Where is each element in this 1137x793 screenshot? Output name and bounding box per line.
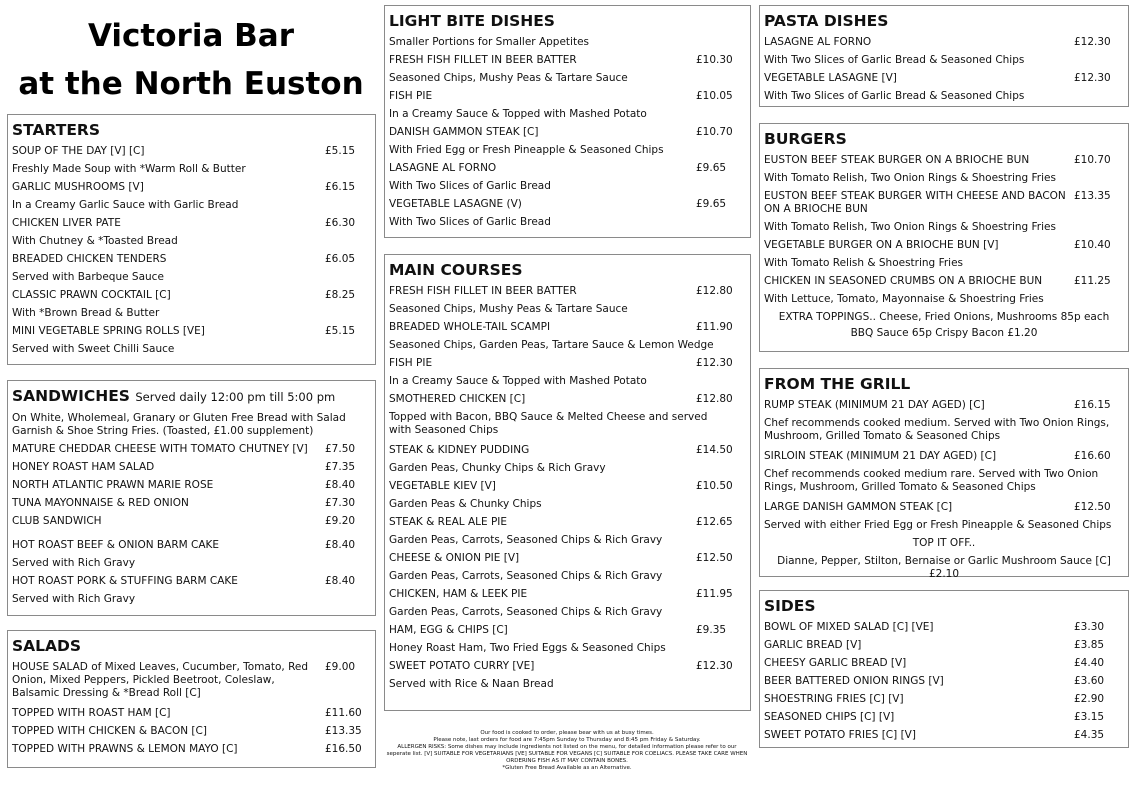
menu-item xyxy=(764,154,1124,167)
item-description: In a Creamy Garlic Sauce with Garlic Bread xyxy=(12,199,239,211)
item-price: £12.50 xyxy=(1074,501,1111,513)
section-intro: On White, Wholemeal, Granary or Gluten Free Bread with Salad Garnish & Shoe String Fries. (Toasted, £1.00 supplement) xyxy=(12,412,346,437)
footnote-line: *Gluten Free Bread Available as an Alternative. xyxy=(502,765,632,771)
menu-item xyxy=(12,325,371,338)
menu-item xyxy=(389,90,746,103)
item-price: £6.15 xyxy=(325,181,356,193)
item-name: NORTH ATLANTIC PRAWN MARIE ROSE xyxy=(12,479,214,491)
menu-item xyxy=(12,443,371,456)
menu-item xyxy=(389,444,746,457)
section-heading: SALADS xyxy=(12,637,82,655)
item-name: HONEY ROAST HAM SALAD xyxy=(12,461,155,473)
item-name: GARLIC BREAD [V] xyxy=(764,639,862,651)
item-name: HOT ROAST BEEF & ONION BARM CAKE xyxy=(12,539,220,551)
item-name: SMOTHERED CHICKEN [C] xyxy=(389,393,526,405)
item-price: £9.20 xyxy=(325,515,356,527)
menu-item xyxy=(764,450,1124,463)
section-heading: STARTERS xyxy=(12,121,101,139)
item-description: Chef recommends cooked medium. Served with Two Onion Rings, Mushroom, Grilled Tomato & Seasoned Chips xyxy=(764,417,1110,442)
title-line-2: at the North Euston xyxy=(18,66,364,102)
item-description: With Two Slices of Garlic Bread & Seasoned Chips xyxy=(764,90,1025,102)
item-price: £8.40 xyxy=(325,575,356,587)
menu-item xyxy=(12,181,371,194)
item-description: With Fried Egg or Fresh Pineapple & Seasoned Chips xyxy=(389,144,664,156)
item-price: £10.40 xyxy=(1074,239,1111,251)
menu-item xyxy=(764,36,1124,49)
item-description: Served with Rich Gravy xyxy=(12,557,136,569)
section-heading: LIGHT BITE DISHES xyxy=(389,12,555,30)
item-price: £16.15 xyxy=(1074,399,1111,411)
item-name: VEGETABLE LASAGNE [V] xyxy=(764,72,897,84)
starters-section xyxy=(7,114,376,365)
item-name: RUMP STEAK (MINIMUM 21 DAY AGED) [C] xyxy=(764,399,985,411)
item-name: FISH PIE xyxy=(389,357,433,369)
item-name: SEASONED CHIPS [C] [V] xyxy=(764,711,895,723)
item-name: HOT ROAST PORK & STUFFING BARM CAKE xyxy=(12,575,238,587)
item-price: £7.35 xyxy=(325,461,356,473)
item-description: Served with either Fried Egg or Fresh Pineapple & Seasoned Chips xyxy=(764,519,1112,531)
item-name: MINI VEGETABLE SPRING ROLLS [VE] xyxy=(12,325,205,337)
item-price: £11.95 xyxy=(696,588,733,600)
sides-section xyxy=(759,590,1129,748)
top-it-off-heading: TOP IT OFF.. xyxy=(912,537,976,549)
sandwiches-section xyxy=(7,380,376,616)
item-name: LASAGNE AL FORNO xyxy=(389,162,497,174)
item-description: Garden Peas, Carrots, Seasoned Chips & Rich Gravy xyxy=(389,570,663,582)
item-name: CLASSIC PRAWN COCKTAIL [C] xyxy=(12,289,171,301)
item-description: With Two Slices of Garlic Bread & Seasoned Chips xyxy=(764,54,1025,66)
item-description: Garden Peas, Carrots, Seasoned Chips & Rich Gravy xyxy=(389,534,663,546)
menu-item xyxy=(12,661,371,700)
item-price: £13.35 xyxy=(325,725,362,737)
item-name: STEAK & KIDNEY PUDDING xyxy=(389,444,530,456)
menu-item xyxy=(764,275,1124,288)
menu-item xyxy=(764,501,1124,514)
menu-item xyxy=(764,399,1124,412)
item-name: CHEESY GARLIC BREAD [V] xyxy=(764,657,907,669)
item-name: BREADED CHICKEN TENDERS xyxy=(12,253,167,265)
item-price: £16.60 xyxy=(1074,450,1111,462)
menu-item xyxy=(389,126,746,139)
item-price: £12.65 xyxy=(696,516,733,528)
item-description: Freshly Made Soup with *Warm Roll & Butter xyxy=(12,163,246,175)
footnote-line: Our food is cooked to order, please bear with us at busy times. xyxy=(480,730,654,736)
section-heading xyxy=(12,387,371,407)
item-name: TOPPED WITH CHICKEN & BACON [C] xyxy=(12,725,207,737)
item-description: Garden Peas, Carrots, Seasoned Chips & Rich Gravy xyxy=(389,606,663,618)
item-description: In a Creamy Sauce & Topped with Mashed Potato xyxy=(389,108,647,120)
section-heading: MAIN COURSES xyxy=(389,261,523,279)
menu-item xyxy=(764,657,1124,670)
menu-item xyxy=(764,639,1124,652)
item-description: In a Creamy Sauce & Topped with Mashed Potato xyxy=(389,375,647,387)
item-description: Served with Rice & Naan Bread xyxy=(389,678,554,690)
item-price: £12.30 xyxy=(696,660,733,672)
menu-item xyxy=(764,729,1124,742)
menu-item xyxy=(764,190,1124,216)
section-heading: BURGERS xyxy=(764,130,847,148)
item-price: £3.85 xyxy=(1074,639,1105,651)
item-description: With Lettuce, Tomato, Mayonnaise & Shoestring Fries xyxy=(764,293,1044,305)
item-price: £8.40 xyxy=(325,479,356,491)
footnote-allergens: ALLERGEN RISKS: Some dishes may include ingredients not listed on the menu, for detailed information please refer to our seperate list. [V] SUITABLE FOR VEGETARIANS [VE] SUITABLE FOR VEGANS [C] SUITABLE FOR COELIACS. PLEASE TAKE CARE WHEN ORDERING FISH AS IT MAY CONTAIN BONES. xyxy=(386,744,748,764)
menu-item xyxy=(12,539,371,552)
menu-item xyxy=(764,72,1124,85)
item-name: DANISH GAMMON STEAK [C] xyxy=(389,126,539,138)
item-price: £4.40 xyxy=(1074,657,1105,669)
item-name: TUNA MAYONNAISE & RED ONION xyxy=(12,497,189,509)
item-name: FISH PIE xyxy=(389,90,433,102)
item-name: BEER BATTERED ONION RINGS [V] xyxy=(764,675,944,687)
item-description: Seasoned Chips, Mushy Peas & Tartare Sauce xyxy=(389,72,628,84)
burgers-section xyxy=(759,123,1129,352)
item-name: VEGETABLE BURGER ON A BRIOCHE BUN [V] xyxy=(764,239,999,251)
item-name: LASAGNE AL FORNO xyxy=(764,36,872,48)
menu-item xyxy=(764,693,1124,706)
item-name: CLUB SANDWICH xyxy=(12,515,102,527)
top-it-off-sauces: Dianne, Pepper, Stilton, Bernaise or Garlic Mushroom Sauce [C] £2.10 xyxy=(777,555,1111,580)
menu-item xyxy=(389,285,746,298)
item-price: £16.50 xyxy=(325,743,362,755)
item-name: TOPPED WITH ROAST HAM [C] xyxy=(12,707,171,719)
menu-item xyxy=(764,621,1124,634)
menu-item xyxy=(389,393,746,406)
item-name: VEGETABLE KIEV [V] xyxy=(389,480,496,492)
menu-item xyxy=(12,515,371,528)
item-price: £11.25 xyxy=(1074,275,1111,287)
item-name: SWEET POTATO FRIES [C] [V] xyxy=(764,729,916,741)
footnote-line: Please note, last orders for food are 7:45pm Sunday to Thursday and 8:45 pm Friday & Saturday. xyxy=(433,737,701,743)
item-price: £5.15 xyxy=(325,145,356,157)
item-price: £8.25 xyxy=(325,289,356,301)
item-price: £14.50 xyxy=(696,444,733,456)
item-price: £11.60 xyxy=(325,707,362,719)
item-price: £10.30 xyxy=(696,54,733,66)
item-name: EUSTON BEEF STEAK BURGER ON A BRIOCHE BUN xyxy=(764,154,1030,166)
item-price: £9.65 xyxy=(696,198,727,210)
item-description: Served with Sweet Chilli Sauce xyxy=(12,343,175,355)
item-description: Garden Peas & Chunky Chips xyxy=(389,498,542,510)
item-price: £8.40 xyxy=(325,539,356,551)
menu-item xyxy=(389,480,746,493)
menu-item xyxy=(12,461,371,474)
item-description: Served with Rich Gravy xyxy=(12,593,136,605)
item-description: Seasoned Chips, Mushy Peas & Tartare Sauce xyxy=(389,303,628,315)
item-name: BREADED WHOLE-TAIL SCAMPI xyxy=(389,321,551,333)
salads-section xyxy=(7,630,376,768)
menu-item xyxy=(12,479,371,492)
item-name: FRESH FISH FILLET IN BEER BATTER xyxy=(389,285,577,297)
menu-item xyxy=(389,198,746,211)
menu-item xyxy=(389,516,746,529)
item-name: CHICKEN IN SEASONED CRUMBS ON A BRIOCHE BUN xyxy=(764,275,1043,287)
item-name: SHOESTRING FRIES [C] [V] xyxy=(764,693,904,705)
item-name: BOWL OF MIXED SALAD [C] [VE] xyxy=(764,621,934,633)
item-description: With Two Slices of Garlic Bread xyxy=(389,180,551,192)
menu-item xyxy=(12,217,371,230)
item-description: Served with Barbeque Sauce xyxy=(12,271,164,283)
menu-item xyxy=(389,588,746,601)
item-price: £11.90 xyxy=(696,321,733,333)
title-line-1: Victoria Bar xyxy=(87,18,295,54)
menu-item xyxy=(12,725,371,738)
item-name: TOPPED WITH PRAWNS & LEMON MAYO [C] xyxy=(12,743,238,755)
item-name: STEAK & REAL ALE PIE xyxy=(389,516,508,528)
item-price: £2.90 xyxy=(1074,693,1105,705)
item-price: £4.35 xyxy=(1074,729,1105,741)
menu-item xyxy=(12,253,371,266)
menu-item xyxy=(389,54,746,67)
section-title: SANDWICHES xyxy=(12,387,130,405)
menu-item xyxy=(389,624,746,637)
item-name: SOUP OF THE DAY [V] [C] xyxy=(12,145,145,157)
menu-item xyxy=(764,675,1124,688)
menu-item xyxy=(389,660,746,673)
item-price: £3.15 xyxy=(1074,711,1105,723)
section-heading: FROM THE GRILL xyxy=(764,375,911,393)
menu-item xyxy=(12,707,371,720)
menu-item xyxy=(12,575,371,588)
item-name: HOUSE SALAD of Mixed Leaves, Cucumber, Tomato, Red Onion, Mixed Peppers, Pickled Beetroot, Coleslaw, Balsamic Dressing & *Bread Roll [C] xyxy=(12,661,309,699)
extra-toppings: EXTRA TOPPINGS.. Cheese, Fried Onions, Mushrooms 85p each xyxy=(778,311,1110,323)
light-bites-section xyxy=(384,5,751,238)
item-name: HAM, EGG & CHIPS [C] xyxy=(389,624,508,636)
item-name: CHICKEN, HAM & LEEK PIE xyxy=(389,588,528,600)
extra-toppings-2: BBQ Sauce 65p Crispy Bacon £1.20 xyxy=(850,327,1038,339)
item-price: £6.30 xyxy=(325,217,356,229)
item-name: MATURE CHEDDAR CHEESE WITH TOMATO CHUTNEY [V] xyxy=(12,443,308,455)
item-price: £12.80 xyxy=(696,393,733,405)
item-price: £10.50 xyxy=(696,480,733,492)
item-description: With Tomato Relish, Two Onion Rings & Shoestring Fries xyxy=(764,221,1056,233)
item-price: £5.15 xyxy=(325,325,356,337)
item-price: £7.30 xyxy=(325,497,356,509)
item-name: EUSTON BEEF STEAK BURGER WITH CHEESE AND BACON ON A BRIOCHE BUN xyxy=(764,190,1066,215)
item-description: Chef recommends cooked medium rare. Served with Two Onion Rings, Mushroom, Grilled Tomato & Seasoned Chips xyxy=(764,468,1099,493)
menu-title xyxy=(6,12,376,108)
item-price: £10.70 xyxy=(696,126,733,138)
menu-item xyxy=(12,289,371,302)
menu-item xyxy=(764,711,1124,724)
item-name: GARLIC MUSHROOMS [V] xyxy=(12,181,144,193)
item-description: With Chutney & *Toasted Bread xyxy=(12,235,178,247)
item-price: £13.35 xyxy=(1074,190,1111,202)
menu-item xyxy=(389,552,746,565)
item-description: Seasoned Chips, Garden Peas, Tartare Sauce & Lemon Wedge xyxy=(389,339,714,351)
item-price: £10.05 xyxy=(696,90,733,102)
footnote xyxy=(386,730,748,772)
item-name: FRESH FISH FILLET IN BEER BATTER xyxy=(389,54,577,66)
item-description: With Tomato Relish, Two Onion Rings & Shoestring Fries xyxy=(764,172,1056,184)
menu-item xyxy=(389,162,746,175)
item-price: £12.30 xyxy=(696,357,733,369)
item-price: £10.70 xyxy=(1074,154,1111,166)
item-price: £12.80 xyxy=(696,285,733,297)
menu-item xyxy=(389,357,746,370)
item-description: With Two Slices of Garlic Bread xyxy=(389,216,551,228)
item-name: CHEESE & ONION PIE [V] xyxy=(389,552,520,564)
item-description: Garden Peas, Chunky Chips & Rich Gravy xyxy=(389,462,606,474)
section-subheading: Served daily 12:00 pm till 5:00 pm xyxy=(135,390,336,404)
menu-item xyxy=(389,321,746,334)
item-description: Honey Roast Ham, Two Fried Eggs & Seasoned Chips xyxy=(389,642,666,654)
item-price: £9.65 xyxy=(696,162,727,174)
section-intro: Smaller Portions for Smaller Appetites xyxy=(389,36,590,48)
menu-item xyxy=(764,239,1124,252)
item-name: SIRLOIN STEAK (MINIMUM 21 DAY AGED) [C] xyxy=(764,450,997,462)
grill-section xyxy=(759,368,1129,580)
item-price: £9.00 xyxy=(325,661,356,673)
item-price: £12.30 xyxy=(1074,36,1111,48)
menu-item xyxy=(12,743,371,756)
section-heading: SIDES xyxy=(764,597,816,615)
item-name: CHICKEN LIVER PATE xyxy=(12,217,121,229)
item-price: £6.05 xyxy=(325,253,356,265)
item-price: £9.35 xyxy=(696,624,727,636)
item-price: £12.30 xyxy=(1074,72,1111,84)
item-name: VEGETABLE LASAGNE (V) xyxy=(389,198,522,210)
item-price: £3.60 xyxy=(1074,675,1105,687)
item-description: With *Brown Bread & Butter xyxy=(12,307,160,319)
menu-item xyxy=(12,497,371,510)
item-description: Topped with Bacon, BBQ Sauce & Melted Cheese and served with Seasoned Chips xyxy=(389,411,708,436)
item-price: £7.50 xyxy=(325,443,356,455)
item-name: LARGE DANISH GAMMON STEAK [C] xyxy=(764,501,953,513)
item-description: With Tomato Relish & Shoestring Fries xyxy=(764,257,964,269)
main-courses-section xyxy=(384,254,751,711)
section-heading: PASTA DISHES xyxy=(764,12,889,30)
item-price: £3.30 xyxy=(1074,621,1105,633)
item-price: £12.50 xyxy=(696,552,733,564)
menu-item xyxy=(12,145,371,158)
pasta-section xyxy=(759,5,1129,107)
item-name: SWEET POTATO CURRY [VE] xyxy=(389,660,535,672)
